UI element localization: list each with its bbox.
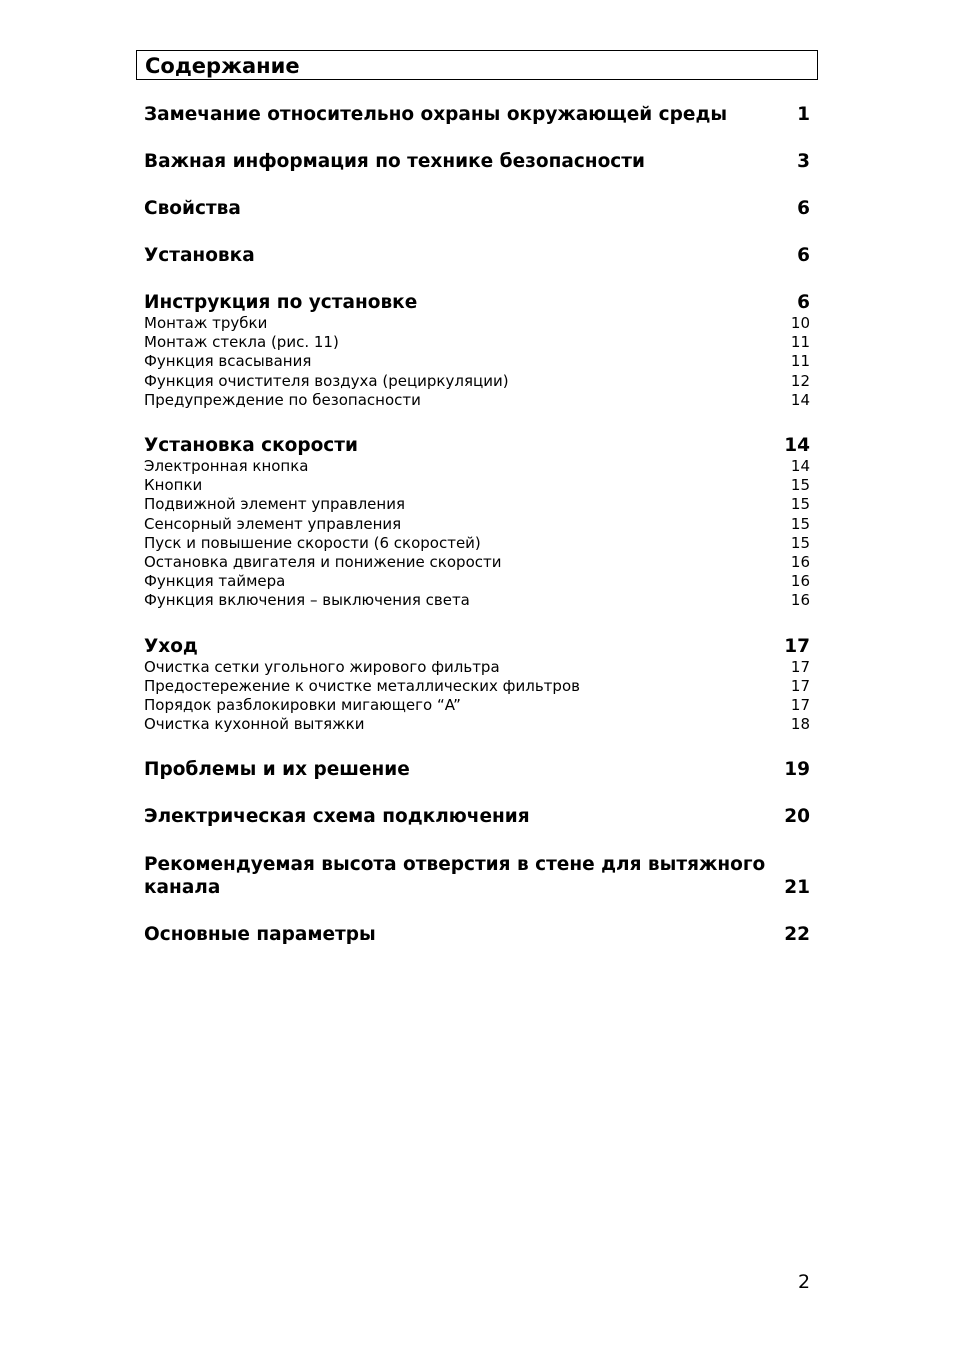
toc-subentry[interactable] — [144, 591, 810, 610]
toc-subentry[interactable] — [144, 333, 810, 352]
toc-subentry-title: Функция очистителя воздуха (рециркуляции) — [144, 371, 509, 390]
toc-subentry-title: Предостережение к очистке металлических фильтров — [144, 676, 580, 695]
toc-subentry-title: Электронная кнопка — [144, 457, 309, 476]
toc-entry[interactable] — [144, 877, 810, 899]
toc-section — [144, 292, 810, 410]
toc-entry[interactable] — [144, 292, 810, 314]
toc-section — [144, 806, 810, 828]
toc-section — [144, 636, 810, 735]
toc-subentry-title: Подвижной элемент управления — [144, 495, 405, 514]
toc-entry-page: 1 — [797, 104, 810, 125]
toc-subentry-page: 17 — [790, 657, 810, 676]
toc-entry-page: 14 — [784, 435, 810, 457]
toc-subentry-page: 14 — [790, 457, 810, 476]
toc-section — [144, 151, 810, 173]
toc-subentry[interactable] — [144, 352, 810, 371]
toc-entry-page: 20 — [784, 806, 810, 828]
toc-subentry-page: 14 — [790, 390, 810, 409]
toc-subentry[interactable] — [144, 715, 810, 734]
toc-subentry-page: 17 — [790, 676, 810, 695]
toc-subentry[interactable] — [144, 495, 810, 514]
toc-subentry-title: Монтаж стекла (рис. 11) — [144, 333, 339, 352]
toc-entry-page: 6 — [797, 292, 810, 313]
title-box — [136, 50, 818, 80]
toc-entry-title: Инструкция по установке — [144, 292, 418, 313]
toc-subentry[interactable] — [144, 476, 810, 495]
toc-subentry-title: Монтаж трубки — [144, 314, 268, 332]
toc-entry-title: Замечание относительно охраны окружающей среды — [144, 104, 728, 125]
toc-subentry[interactable] — [144, 457, 810, 476]
toc-entry-title: Свойства — [144, 198, 241, 219]
toc-entry[interactable] — [144, 104, 810, 126]
toc-subentry-page: 15 — [790, 514, 810, 533]
toc-entry-page: 19 — [784, 759, 810, 781]
toc-section — [144, 198, 810, 220]
toc-subentry[interactable] — [144, 314, 810, 333]
toc-subentry[interactable] — [144, 534, 810, 553]
toc-entry-title: Установка скорости — [144, 435, 358, 457]
toc-entry-page: 22 — [784, 924, 810, 946]
toc-subentry-page: 11 — [790, 333, 810, 352]
toc-subentry[interactable] — [144, 391, 810, 410]
toc-entry-page: 6 — [797, 198, 810, 219]
toc-subentry-page: 16 — [790, 553, 810, 572]
toc-subentry[interactable] — [144, 372, 810, 391]
toc-subentry-title: Функция таймера — [144, 572, 286, 591]
toc-entry-page: 21 — [784, 877, 810, 899]
toc-subentry[interactable] — [144, 515, 810, 534]
toc-subentry[interactable] — [144, 553, 810, 572]
toc-subentry-page: 15 — [790, 533, 810, 552]
toc-entry-page: 6 — [797, 245, 810, 266]
toc-subentry-page: 11 — [790, 352, 810, 371]
toc-entry[interactable] — [144, 198, 810, 220]
toc-entry-title: канала — [144, 877, 221, 899]
toc-section — [144, 435, 810, 611]
toc-subentry-page: 15 — [790, 476, 810, 495]
toc-subentry-page: 18 — [790, 715, 810, 734]
toc-subentry[interactable] — [144, 658, 810, 677]
toc-subentry-title: Остановка двигателя и понижение скорости — [144, 553, 502, 572]
toc-entry-title-line[interactable]: Рекомендуемая высота отверстия в стене для вытяжного — [144, 854, 766, 876]
toc-subentry[interactable] — [144, 677, 810, 696]
toc-subentry[interactable] — [144, 696, 810, 715]
table-of-contents — [144, 104, 810, 971]
toc-subentry-title: Предупреждение по безопасности — [144, 390, 421, 409]
page-title: Содержание — [145, 54, 300, 78]
toc-entry[interactable] — [144, 924, 810, 946]
toc-subentry-page: 12 — [790, 371, 810, 390]
toc-subentry-title: Очистка сетки угольного жирового фильтра — [144, 657, 500, 676]
toc-entry[interactable] — [144, 759, 810, 781]
page-number: 2 — [798, 1271, 811, 1293]
toc-entry[interactable] — [144, 245, 810, 267]
toc-entry[interactable] — [144, 806, 810, 828]
toc-section — [144, 245, 810, 267]
toc-subentry-title: Пуск и повышение скорости (6 скоростей) — [144, 533, 481, 552]
toc-entry-title: Уход — [144, 635, 198, 657]
toc-subentry-title: Кнопки — [144, 476, 203, 495]
toc-subentry-page: 17 — [790, 696, 810, 715]
toc-entry[interactable] — [144, 636, 810, 658]
toc-subentry-page: 15 — [790, 495, 810, 514]
toc-section — [144, 853, 810, 899]
toc-entry-page: 17 — [784, 635, 810, 657]
toc-section — [144, 759, 810, 781]
toc-subentry[interactable] — [144, 572, 810, 591]
toc-entry-title: Важная информация по технике безопасности — [144, 151, 645, 172]
toc-section — [144, 104, 810, 126]
toc-subentry-title: Функция включения – выключения света — [144, 591, 470, 610]
toc-subentry-page: 10 — [790, 314, 810, 332]
toc-subentry-page: 16 — [790, 572, 810, 591]
toc-entry-title: Электрическая схема подключения — [144, 806, 530, 828]
toc-entry[interactable] — [144, 435, 810, 457]
toc-entry-page: 3 — [797, 151, 810, 172]
toc-subentry-title: Функция всасывания — [144, 352, 312, 371]
toc-subentry-title: Очистка кухонной вытяжки — [144, 715, 365, 734]
toc-subentry-title: Порядок разблокировки мигающего “A” — [144, 696, 461, 715]
toc-subentry-title: Сенсорный элемент управления — [144, 514, 402, 533]
toc-entry-title: Установка — [144, 245, 255, 266]
toc-entry-title: Основные параметры — [144, 924, 376, 946]
toc-section — [144, 924, 810, 946]
toc-entry[interactable] — [144, 151, 810, 173]
toc-subentry-page: 16 — [790, 591, 810, 610]
toc-entry-title: Проблемы и их решение — [144, 759, 410, 781]
